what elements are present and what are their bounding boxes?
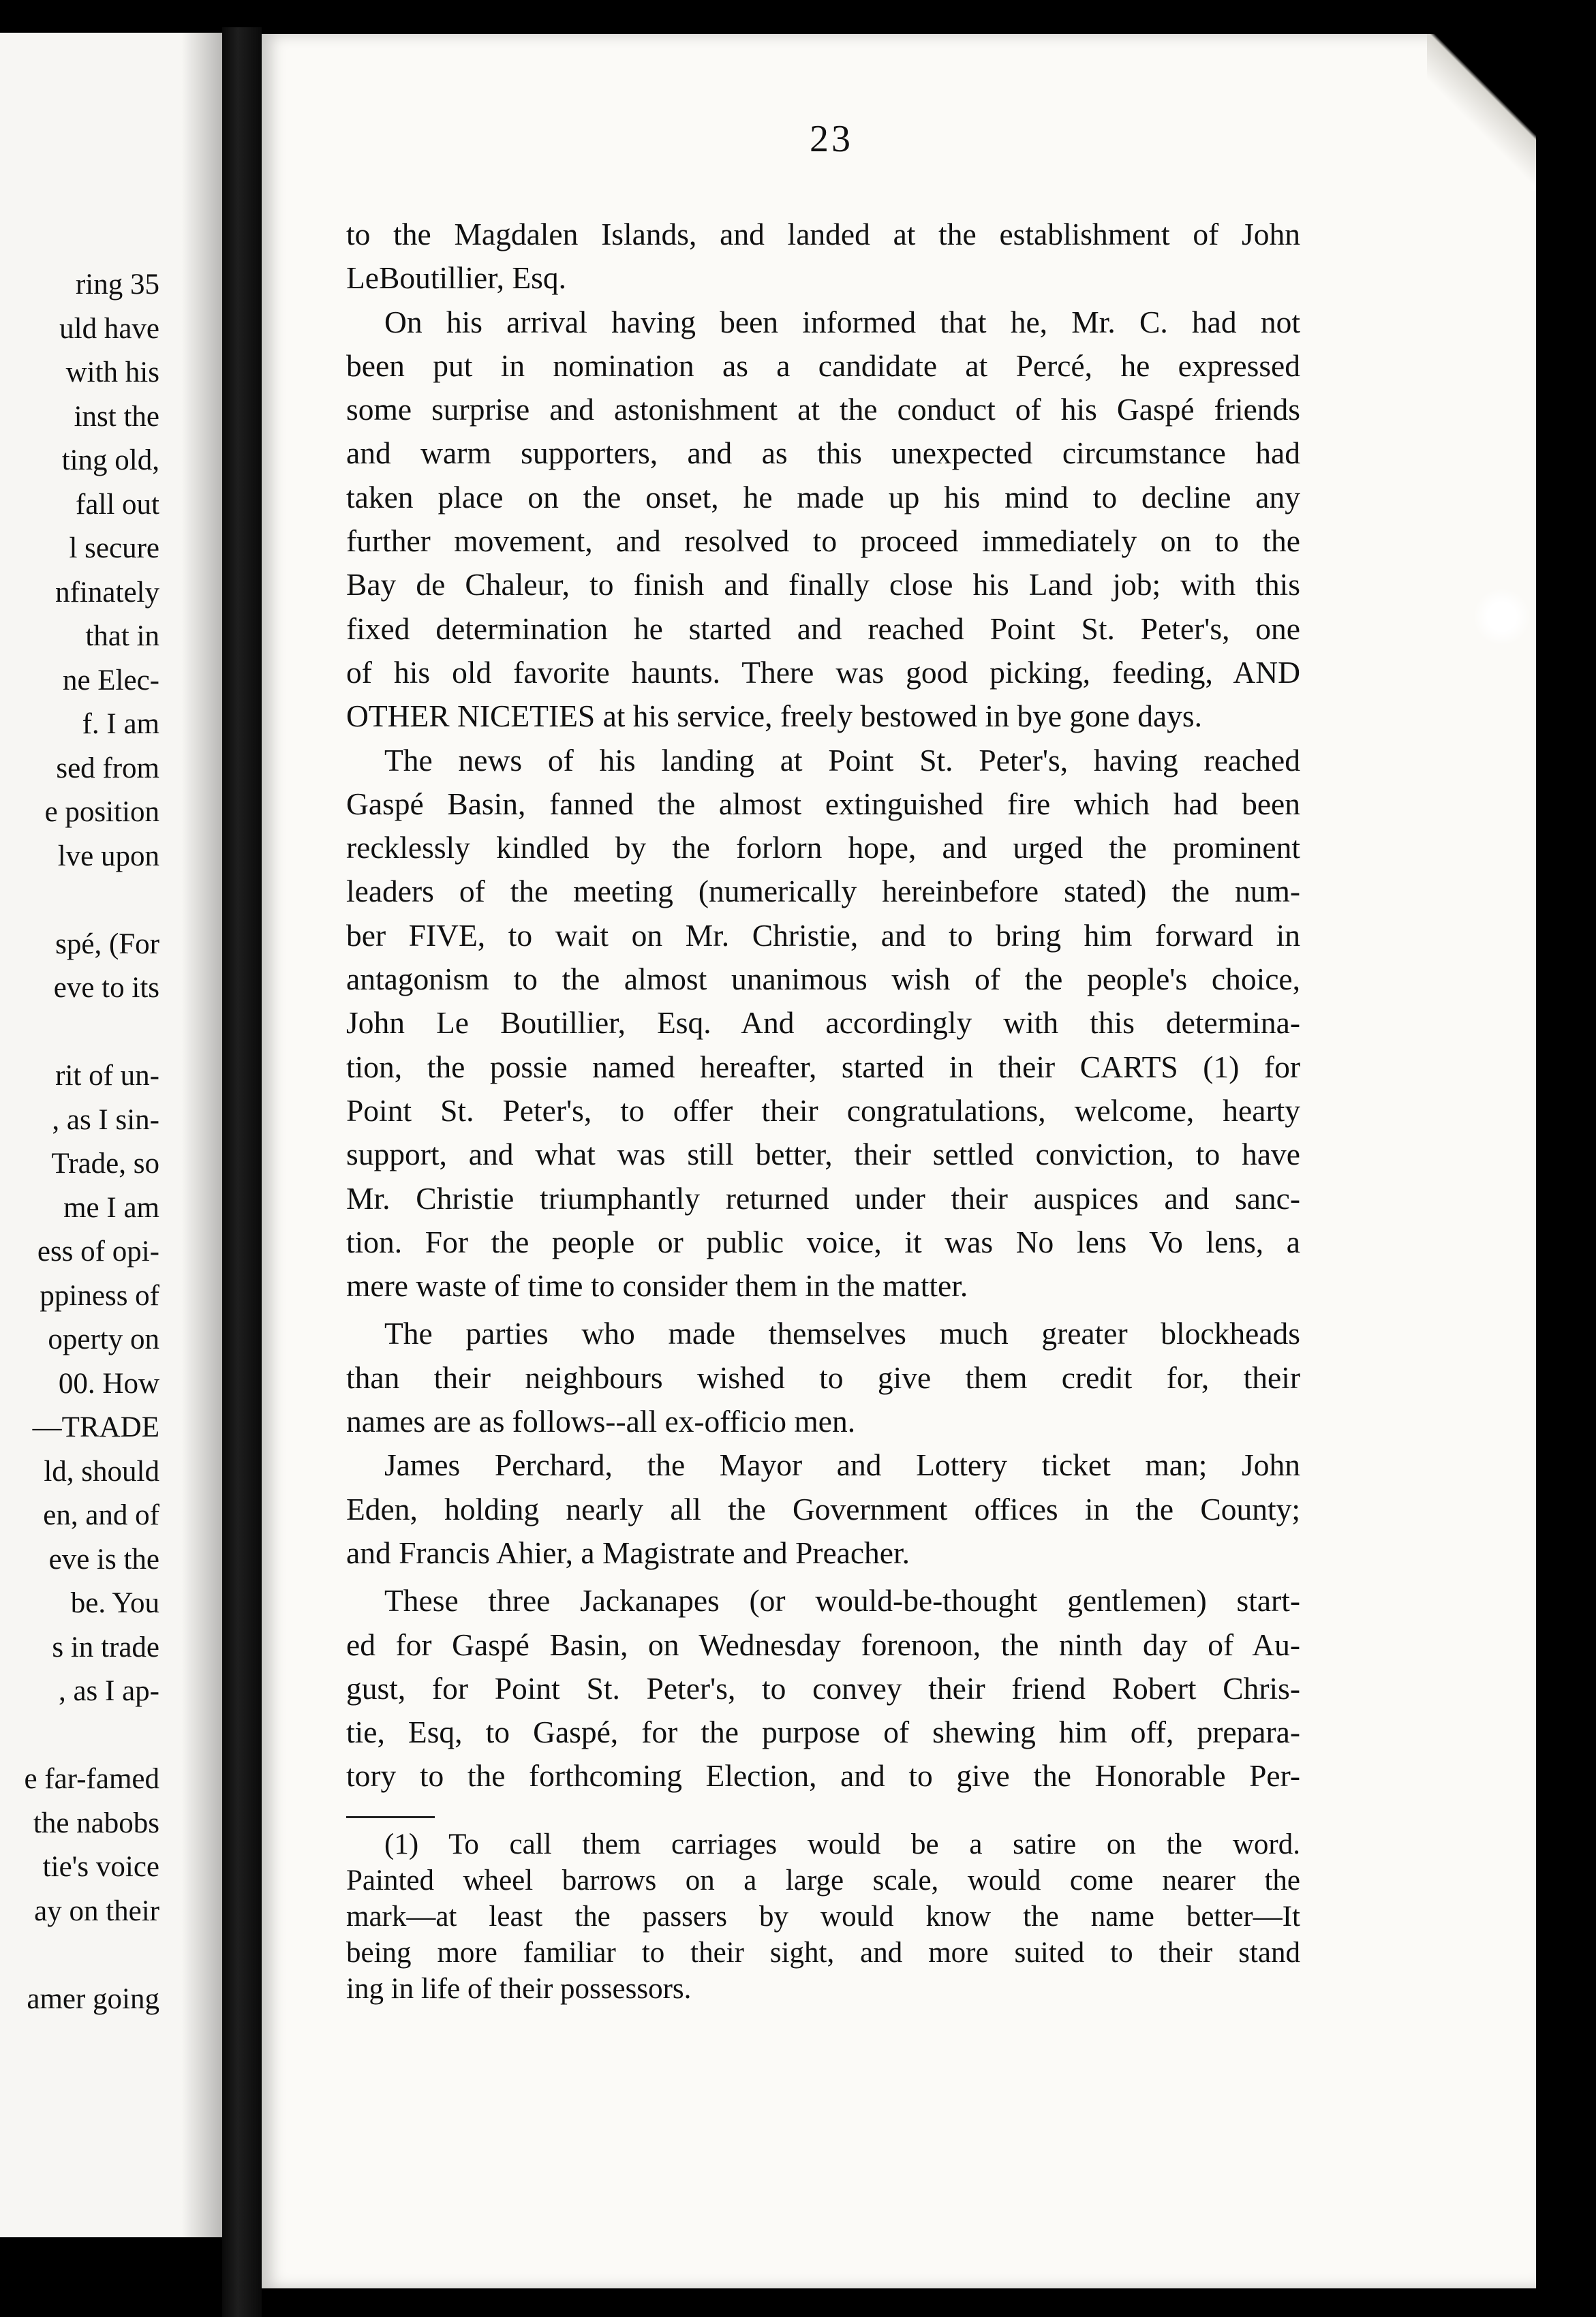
text-line: Bay de Chaleur, to finish and finally close his Land job; with this [346, 567, 1300, 602]
text-line: of his old favorite haunts. There was good picking, feeding, AND [346, 654, 1300, 690]
text-line: further movement, and resolved to proceed immediately on to the [346, 523, 1300, 559]
left-line: 00. How [58, 1367, 159, 1400]
text-line: The news of his landing at Point St. Peter's, having reached [384, 742, 1300, 778]
text-line: tion, the possie named hereafter, started in their CARTS (1) for [346, 1049, 1300, 1084]
left-line-gap [0, 1011, 159, 1055]
text-line: ed for Gaspé Basin, on Wednesday forenoon, the ninth day of Au- [346, 1627, 1300, 1662]
text-line: Point St. Peter's, to offer their congratulations, welcome, hearty [346, 1092, 1300, 1128]
text-line: support, and what was still better, their settled conviction, to have [346, 1137, 1300, 1172]
text-line: OTHER NICETIES at his service, freely bestowed in bye gone days. [346, 699, 1202, 734]
footnote-line: mark—at least the passers by would know the name better—It [346, 1901, 1300, 1933]
left-line: en, and of [43, 1499, 159, 1531]
left-line: ting old, [61, 444, 159, 476]
text-line: James Perchard, the Mayor and Lottery ticket man; John [384, 1447, 1300, 1483]
right-page [262, 34, 1536, 2288]
left-line: eve to its [53, 972, 159, 1004]
left-line: , as I sin- [52, 1103, 159, 1136]
left-line: with his [65, 356, 159, 388]
left-line: f. I am [82, 708, 159, 740]
text-line: ber FIVE, to wait on Mr. Christie, and to bring him forward in [346, 917, 1300, 953]
book-gutter [222, 27, 262, 2317]
text-line: recklessly kindled by the forlorn hope, and urged the prominent [346, 830, 1300, 865]
text-line: Gaspé Basin, fanned the almost extinguished fire which had been [346, 786, 1300, 821]
text-line: and Francis Ahier, a Magistrate and Preacher. [346, 1535, 910, 1570]
footnote-rule [346, 1816, 435, 1818]
left-line: ld, should [44, 1455, 159, 1488]
text-line: The parties who made themselves much greater blockheads [384, 1316, 1300, 1351]
text-line: been put in nomination as a candidate at Percé, he expressed [346, 348, 1300, 383]
text-line: On his arrival having been informed that he, Mr. C. had not [384, 304, 1300, 339]
text-line: tion. For the people or public voice, it was No lens Vo lens, a [346, 1224, 1300, 1259]
left-line-gap [0, 1933, 159, 1978]
footnote-line: Painted wheel barrows on a large scale, would come nearer the [346, 1865, 1300, 1897]
left-line: eve is the [48, 1543, 159, 1576]
text-line: leaders of the meeting (numerically hereinbefore stated) the num- [346, 874, 1300, 909]
left-line: —TRADE [32, 1411, 159, 1443]
left-line: spé, (For [55, 927, 159, 960]
left-line: the nabobs [33, 1807, 159, 1839]
left-line: e far-famed [24, 1763, 159, 1795]
left-line: ppiness of [40, 1279, 159, 1312]
left-line: be. You [70, 1587, 159, 1619]
left-line: operty on [48, 1323, 159, 1355]
text-line: taken place on the onset, he made up his mind to decline any [346, 479, 1300, 515]
left-line: , as I ap- [58, 1675, 159, 1707]
text-line: John Le Boutillier, Esq. And accordingly with this determina- [346, 1005, 1300, 1041]
text-line: LeBoutillier, Esq. [346, 260, 566, 296]
text-line: than their neighbours wished to give them credit for, their [346, 1360, 1300, 1395]
left-line: ring 35 [75, 268, 159, 301]
left-line: lve upon [57, 840, 159, 872]
left-line: amer going [27, 1982, 159, 2015]
text-line: Mr. Christie triumphantly returned under their auspices and sanc- [346, 1180, 1300, 1216]
footnote-line: ing in life of their possessors. [346, 1973, 692, 2005]
text-line: tory to the forthcoming Election, and to give the Honorable Per- [346, 1758, 1300, 1794]
text-line: to the Magdalen Islands, and landed at the establishment of John [346, 217, 1300, 251]
left-line: e position [44, 796, 159, 828]
text-line: antagonism to the almost unanimous wish of the people's choice, [346, 962, 1300, 997]
left-page [0, 33, 222, 2237]
left-line: tie's voice [42, 1851, 159, 1883]
left-line: l secure [69, 532, 159, 564]
left-line: fall out [76, 488, 159, 521]
text-line: gust, for Point St. Peter's, to convey their friend Robert Chris- [346, 1670, 1300, 1706]
left-line: Trade, so [51, 1148, 159, 1180]
text-line: These three Jackanapes (or would-be-thought gentlemen) start- [384, 1583, 1300, 1618]
page-number: 23 [810, 118, 853, 160]
text-line: tie, Esq, to Gaspé, for the purpose of shewing him off, prepara- [346, 1715, 1300, 1750]
left-line: inst the [74, 400, 159, 433]
text-line: Eden, holding nearly all the Government offices in the County; [346, 1491, 1300, 1526]
text-line: and warm supporters, and as this unexpected circumstance had [346, 435, 1300, 471]
left-line: ess of opi- [37, 1236, 159, 1268]
paper-damage-spot [1475, 586, 1529, 647]
text-line: fixed determination he started and reached Point St. Peter's, one [346, 611, 1300, 646]
page-corner-curl [1427, 34, 1536, 191]
left-line: s in trade [52, 1631, 159, 1663]
left-line: ne Elec- [62, 664, 159, 696]
left-line: ay on their [34, 1894, 159, 1927]
text-line: some surprise and astonishment at the conduct of his Gaspé friends [346, 392, 1300, 427]
left-line: me I am [63, 1191, 159, 1224]
text-line: names are as follows--all ex-officio men. [346, 1404, 856, 1439]
left-line: rit of un- [55, 1060, 159, 1092]
footnote-line: (1) To call them carriages would be a satire on the word. [384, 1828, 1300, 1860]
left-line: uld have [59, 312, 159, 345]
left-line: nfinately [55, 576, 159, 609]
footnote [346, 1826, 1300, 2007]
left-line-gap [0, 878, 159, 923]
text-line: mere waste of time to consider them in the matter. [346, 1268, 968, 1304]
left-line: that in [85, 620, 159, 652]
footnote-line: being more familiar to their sight, and more suited to their stand [346, 1937, 1300, 1969]
left-line: sed from [56, 752, 159, 784]
body-text [346, 213, 1300, 1798]
left-page-text [0, 263, 159, 2021]
left-line-gap [0, 1714, 159, 1758]
